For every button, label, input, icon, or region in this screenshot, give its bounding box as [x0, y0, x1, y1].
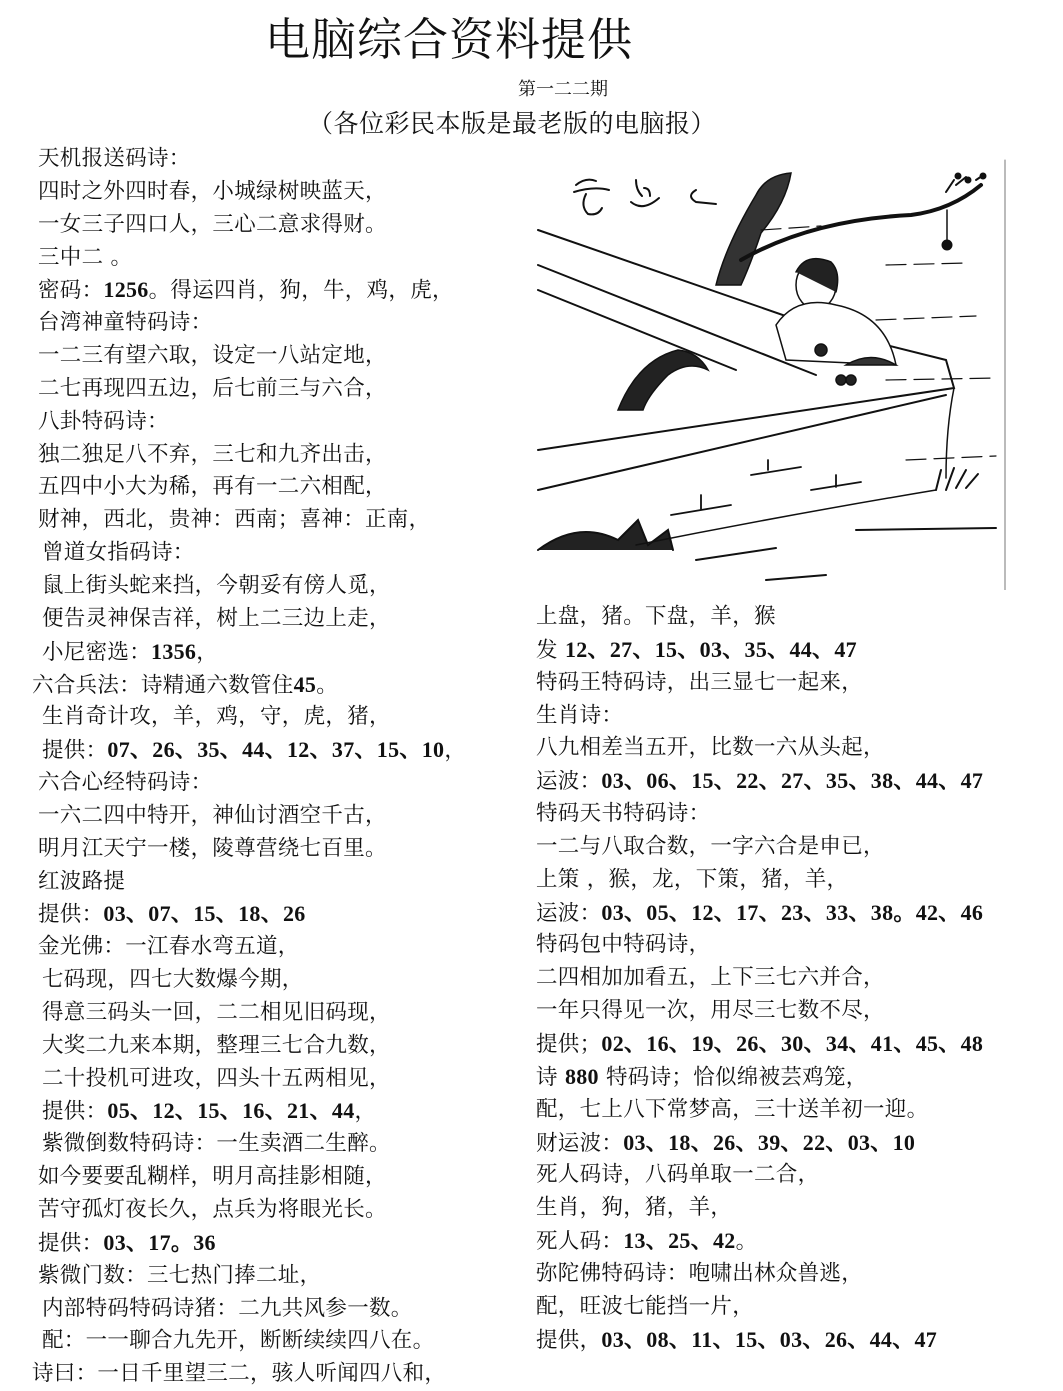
text-line: 特码王特码诗，出三显七一起来， [536, 669, 864, 695]
text-line: 三中二 。 [38, 244, 133, 270]
text-line [32, 669, 522, 702]
text-line: 一二与八取合数，一字六合是申已， [536, 833, 885, 859]
text-line [536, 634, 1036, 667]
line-label: 财运波： [536, 1130, 624, 1156]
text-line: 明月江天宁一楼，陵尊营绕七百里。 [38, 835, 387, 861]
text-line: 四时之外四时春，小城绿树映蓝天， [38, 178, 387, 204]
text-line: 五四中小大为稀，再有一二六相配， [38, 474, 387, 500]
text-line [536, 1028, 1036, 1061]
number-list: 1256 [103, 277, 149, 303]
number-list: 1356 [151, 638, 197, 664]
text-line: 紫微倒数特码诗：一生卖酒二生醉。 [42, 1131, 391, 1157]
line-suffix: ， [444, 738, 467, 764]
ink-illustration [536, 150, 1016, 590]
text-line [32, 274, 522, 307]
right-column [536, 601, 1036, 1356]
text-line: 上盘，猪。下盘，羊，猴 [536, 604, 776, 629]
text-line: 一二三有望六取，设定一八站定地， [38, 343, 387, 369]
line-label: 提供： [42, 1099, 108, 1125]
line-label: 诗 [536, 1064, 565, 1090]
text-line: 二四相加加看五，上下三七六并合， [536, 965, 885, 991]
text-line: 生肖，狗，猪，羊， [536, 1195, 733, 1221]
text-line: 诗曰：一日千里望三二，骇人听闻四八和， [32, 1361, 447, 1387]
text-line [536, 1061, 1036, 1094]
line-label: 提供； [536, 1031, 602, 1057]
text-line [32, 636, 522, 669]
number-list: 03、08、11、15、03、26、44、47 [601, 1326, 938, 1352]
signature-icon [574, 180, 716, 215]
text-line: 二十投机可进攻，四头十五两相见， [42, 1065, 391, 1091]
line-suffix: ， [196, 639, 219, 665]
number-list: 03、18、26、39、22、03、10 [623, 1129, 916, 1155]
text-line: 曾道女指码诗： [42, 540, 195, 566]
text-line: 配，七上八下常梦高，三十送羊初一迎。 [536, 1096, 929, 1122]
text-line: 苦守孤灯夜长久，点兵为将眼光长。 [38, 1197, 387, 1222]
number-list: 45 [293, 671, 317, 697]
line-label: 小尼密选： [42, 639, 152, 665]
text-line: 一年只得见一次，用尽三七数不尽， [536, 998, 885, 1024]
line-label: 死人码： [536, 1229, 624, 1255]
text-line: 一六二四中特开，神仙讨酒空千古， [38, 802, 387, 828]
number-list: 03、17。36 [103, 1229, 216, 1255]
text-line [32, 1095, 522, 1128]
line-suffix: 。得运四肖，狗，牛，鸡，虎， [148, 278, 454, 304]
text-line: 配：一一聊合九先开，断断续续四八在。 [42, 1328, 435, 1354]
number-list: 07、26、35、44、12、37、15、10 [107, 737, 445, 763]
text-line [536, 1225, 1036, 1258]
text-line: 金光佛：一江春水弯五道， [38, 934, 300, 960]
text-line: 一女三子四口人，三心二意求得财。 [38, 211, 387, 237]
text-line: 特码包中特码诗， [536, 932, 711, 958]
line-label: 运波： [536, 900, 602, 926]
left-column [32, 143, 522, 1391]
text-line: 红波路提 [38, 868, 126, 894]
number-list: 13、25、42 [623, 1228, 736, 1254]
number-list: 03、07、15、18、26 [103, 901, 306, 927]
line-suffix: 。 [735, 1229, 758, 1255]
text-line: 生肖诗： [536, 702, 624, 728]
text-line: 二七再现四五边，后七前三与六合， [38, 375, 387, 401]
text-line: 大奖二九来本期，整理三七合九数， [42, 1032, 391, 1058]
line-label: 发 [536, 637, 565, 663]
line-label: 六合兵法：诗精通六数管住 [32, 672, 294, 698]
number-list: 05、12、15、16、21、44 [107, 1098, 355, 1124]
text-line: 紫微门数：三七热门捧二址， [38, 1262, 322, 1288]
text-line: 上策 ，猴，龙，下策，猪，羊， [536, 866, 849, 892]
issue-number: 第一二二期 [518, 79, 608, 100]
number-list: 880 [564, 1063, 599, 1089]
text-line: 鼠上街头蛇来挡，今朝妥有傍人觅， [42, 572, 391, 598]
text-line: 死人码诗，八码单取一二合， [536, 1162, 820, 1188]
line-label: 提供： [38, 902, 104, 928]
text-line: 台湾神童特码诗： [38, 310, 213, 336]
text-line [536, 765, 1036, 798]
text-line: 弥陀佛特码诗：咆啸出林众兽逃， [536, 1260, 864, 1286]
text-line: 财神，西北，贵神：西南；喜神：正南， [38, 507, 431, 533]
text-line: 天机报送码诗： [38, 146, 191, 171]
page-subtitle: （各位彩民本版是最老版的电脑报） [308, 109, 717, 138]
text-line: 八卦特码诗： [38, 408, 169, 434]
text-line: 独二独足八不弃，三七和九齐出击， [38, 441, 387, 467]
line-label: 提供： [42, 738, 108, 764]
text-line: 如今要要乱糊样，明月高挂影相随， [38, 1164, 387, 1190]
number-list: 02、16、19、26、30、34、41、45、48 [601, 1030, 984, 1056]
text-line [536, 897, 1036, 930]
text-line: 得意三码头一回，二二相见旧码现， [42, 999, 391, 1025]
number-list: 03、05、12、17、23、33、38。42、46 [601, 899, 984, 925]
number-list: 03、06、15、22、27、35、38、44、47 [601, 768, 984, 794]
line-suffix: 。 [316, 672, 339, 698]
text-line: 六合心经特码诗： [38, 770, 213, 796]
line-label: 运波： [536, 769, 602, 795]
line-label: 提供， [536, 1327, 602, 1353]
text-line [32, 898, 522, 931]
number-list: 12、27、15、03、35、44、47 [564, 636, 857, 662]
text-line: 七码现，四七大数爆今期， [42, 967, 304, 993]
text-line: 八九相差当五开，比数一六从头起， [536, 735, 885, 761]
line-suffix: 特码诗；恰似绵被芸鸡笼， [598, 1064, 868, 1090]
line-suffix: ， [354, 1099, 377, 1125]
line-label: 密码： [38, 278, 104, 304]
text-line: 便告灵神保吉祥，树上二三边上走， [42, 605, 391, 631]
page-title: 电脑综合资料提供 [265, 13, 634, 66]
line-label: 提供： [38, 1230, 104, 1256]
text-line [32, 1227, 522, 1260]
text-line: 配，旺波七能挡一片， [536, 1293, 755, 1319]
text-line: 生肖奇计攻，羊，鸡，守，虎，猪， [42, 704, 391, 730]
text-line: 内部特码特码诗猪：二九共风参一数。 [42, 1295, 413, 1321]
text-line [32, 734, 522, 767]
text-line [536, 1324, 1036, 1357]
text-line [536, 1127, 1036, 1160]
text-line: 特码天书特码诗： [536, 801, 711, 827]
